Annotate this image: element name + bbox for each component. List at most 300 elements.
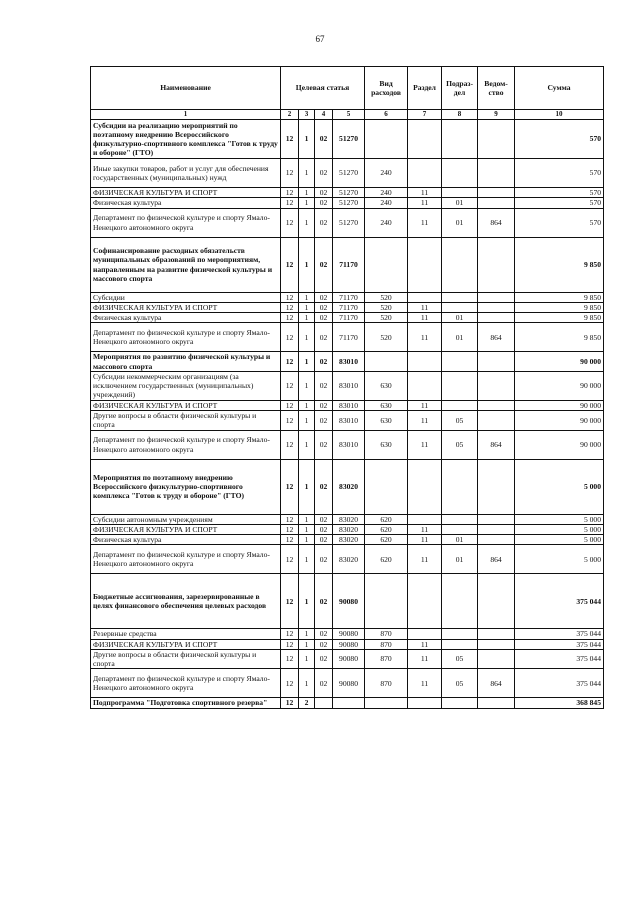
cell-name: Иные закупки товаров, работ и услуг для обеспечения государственных (муниципальных) нужд	[91, 159, 281, 188]
cell-subsection	[442, 629, 478, 639]
cell-name: Департамент по физической культуре и спорту Ямало-Ненецкого автономного округа	[91, 669, 281, 698]
cell-sum: 570	[515, 120, 604, 159]
cell-sum: 570	[515, 159, 604, 188]
cell-section: 11	[408, 411, 442, 431]
cell-exp-type: 620	[365, 545, 408, 574]
cell-name: Субсидии на реализацию мероприятий по поэтапному внедрению Всероссийского физкультурно-спортивного комплекса "Готов к труду и обороне" (ГТО)	[91, 120, 281, 159]
cell-section	[408, 514, 442, 524]
cell-target-program: 12	[281, 198, 299, 208]
cell-department: 864	[478, 430, 515, 459]
col-number: 8	[442, 110, 478, 120]
cell-subsection: 01	[442, 313, 478, 323]
cell-target-program: 12	[281, 629, 299, 639]
cell-exp-type: 620	[365, 524, 408, 534]
cell-target-program: 12	[281, 188, 299, 198]
cell-subsection: 05	[442, 649, 478, 669]
cell-name: Мероприятия по поэтапному внедрению Всероссийского физкультурно-спортивного комплекса "Готов к труду и обороне" (ГТО)	[91, 459, 281, 514]
table-row	[91, 313, 604, 323]
table-row	[91, 698, 604, 708]
cell-target-activity: 02	[315, 669, 333, 698]
cell-exp-type: 630	[365, 371, 408, 400]
cell-target-program: 12	[281, 459, 299, 514]
cell-target-code: 83010	[333, 430, 365, 459]
col-number: 3	[299, 110, 315, 120]
cell-target-program: 12	[281, 545, 299, 574]
table-row	[91, 459, 604, 514]
cell-name: Департамент по физической культуре и спорту Ямало-Ненецкого автономного округа	[91, 430, 281, 459]
cell-name: Другие вопросы в области физической культуры и спорта	[91, 411, 281, 431]
cell-target-activity: 02	[315, 514, 333, 524]
header-section: Раздел	[408, 67, 442, 110]
cell-subsection: 01	[442, 323, 478, 352]
cell-name: ФИЗИЧЕСКАЯ КУЛЬТУРА И СПОРТ	[91, 302, 281, 312]
cell-target-program: 12	[281, 159, 299, 188]
cell-department	[478, 649, 515, 669]
cell-sum: 570	[515, 198, 604, 208]
cell-section: 11	[408, 302, 442, 312]
cell-target-code: 90080	[333, 574, 365, 629]
cell-department	[478, 371, 515, 400]
col-number: 6	[365, 110, 408, 120]
cell-target-subprogram: 1	[299, 430, 315, 459]
cell-department	[478, 574, 515, 629]
cell-target-activity: 02	[315, 574, 333, 629]
header-target: Целевая статья	[281, 67, 365, 110]
cell-sum: 9 850	[515, 313, 604, 323]
cell-target-activity: 02	[315, 198, 333, 208]
cell-exp-type: 630	[365, 411, 408, 431]
cell-target-subprogram: 1	[299, 400, 315, 410]
cell-target-program: 12	[281, 313, 299, 323]
col-number: 10	[515, 110, 604, 120]
cell-name: Другие вопросы в области физической культуры и спорта	[91, 649, 281, 669]
cell-target-activity: 02	[315, 639, 333, 649]
cell-department	[478, 639, 515, 649]
cell-target-program: 12	[281, 669, 299, 698]
cell-department	[478, 237, 515, 292]
cell-target-subprogram: 1	[299, 188, 315, 198]
cell-target-code: 83020	[333, 535, 365, 545]
cell-exp-type	[365, 574, 408, 629]
col-number: 2	[281, 110, 299, 120]
table-row	[91, 524, 604, 534]
cell-sum: 90 000	[515, 411, 604, 431]
cell-department	[478, 535, 515, 545]
cell-exp-type: 520	[365, 292, 408, 302]
cell-section: 11	[408, 400, 442, 410]
cell-exp-type: 240	[365, 188, 408, 198]
cell-sum: 5 000	[515, 535, 604, 545]
cell-section	[408, 698, 442, 708]
cell-target-code: 90080	[333, 669, 365, 698]
cell-target-program: 12	[281, 120, 299, 159]
cell-subsection: 01	[442, 208, 478, 237]
cell-subsection	[442, 514, 478, 524]
cell-section: 11	[408, 323, 442, 352]
cell-target-subprogram: 1	[299, 120, 315, 159]
col-number: 5	[333, 110, 365, 120]
col-number: 9	[478, 110, 515, 120]
cell-target-activity: 02	[315, 188, 333, 198]
cell-target-code: 51270	[333, 120, 365, 159]
cell-name: ФИЗИЧЕСКАЯ КУЛЬТУРА И СПОРТ	[91, 188, 281, 198]
cell-target-code: 71170	[333, 323, 365, 352]
table-row	[91, 669, 604, 698]
header-name: Наименование	[91, 67, 281, 110]
cell-subsection: 05	[442, 669, 478, 698]
cell-target-code: 83020	[333, 545, 365, 574]
cell-target-code: 83010	[333, 352, 365, 372]
cell-target-activity: 02	[315, 323, 333, 352]
cell-target-activity: 02	[315, 629, 333, 639]
page-number: 67	[315, 34, 325, 44]
cell-name: Физическая культура	[91, 313, 281, 323]
cell-subsection	[442, 639, 478, 649]
cell-sum: 90 000	[515, 352, 604, 372]
cell-target-activity: 02	[315, 459, 333, 514]
cell-section: 11	[408, 649, 442, 669]
cell-department	[478, 313, 515, 323]
cell-target-activity: 02	[315, 292, 333, 302]
cell-name: Бюджетные ассигнования, зарезервированные в целях финансового обеспечения целевых расходов	[91, 574, 281, 629]
cell-name: Физическая культура	[91, 535, 281, 545]
cell-target-activity: 02	[315, 524, 333, 534]
cell-sum: 570	[515, 208, 604, 237]
cell-target-activity: 02	[315, 120, 333, 159]
cell-target-code: 51270	[333, 188, 365, 198]
table-body	[91, 120, 604, 709]
cell-sum: 9 850	[515, 302, 604, 312]
cell-target-program: 12	[281, 430, 299, 459]
cell-target-activity: 02	[315, 371, 333, 400]
table-row	[91, 159, 604, 188]
cell-section: 11	[408, 430, 442, 459]
cell-sum: 9 850	[515, 237, 604, 292]
table-row	[91, 208, 604, 237]
cell-section: 11	[408, 208, 442, 237]
cell-subsection: 05	[442, 430, 478, 459]
cell-subsection	[442, 188, 478, 198]
table-row	[91, 237, 604, 292]
cell-target-code: 90080	[333, 649, 365, 669]
cell-subsection	[442, 120, 478, 159]
table-row	[91, 535, 604, 545]
cell-target-subprogram: 1	[299, 352, 315, 372]
cell-exp-type: 870	[365, 669, 408, 698]
cell-target-activity: 02	[315, 430, 333, 459]
cell-target-subprogram: 1	[299, 524, 315, 534]
cell-sum: 90 000	[515, 371, 604, 400]
cell-subsection	[442, 292, 478, 302]
cell-subsection	[442, 459, 478, 514]
cell-exp-type: 520	[365, 313, 408, 323]
cell-target-code: 83010	[333, 371, 365, 400]
table-row	[91, 302, 604, 312]
cell-target-program: 12	[281, 237, 299, 292]
cell-target-subprogram: 1	[299, 639, 315, 649]
cell-section: 11	[408, 198, 442, 208]
table-row	[91, 514, 604, 524]
cell-department	[478, 352, 515, 372]
cell-target-program: 12	[281, 352, 299, 372]
cell-sum: 5 000	[515, 459, 604, 514]
cell-name: Департамент по физической культуре и спорту Ямало-Ненецкого автономного округа	[91, 545, 281, 574]
cell-target-code: 83020	[333, 514, 365, 524]
cell-section	[408, 352, 442, 372]
table-row	[91, 400, 604, 410]
cell-target-code: 71170	[333, 237, 365, 292]
cell-target-activity: 02	[315, 535, 333, 545]
cell-sum: 570	[515, 188, 604, 198]
cell-target-subprogram: 1	[299, 459, 315, 514]
cell-sum: 368 845	[515, 698, 604, 708]
cell-sum: 375 044	[515, 649, 604, 669]
cell-target-subprogram: 1	[299, 198, 315, 208]
cell-target-subprogram: 2	[299, 698, 315, 708]
cell-target-activity: 02	[315, 302, 333, 312]
cell-target-code: 83020	[333, 459, 365, 514]
cell-department: 864	[478, 669, 515, 698]
cell-target-subprogram: 1	[299, 371, 315, 400]
cell-department	[478, 400, 515, 410]
cell-sum: 375 044	[515, 669, 604, 698]
cell-target-program: 12	[281, 371, 299, 400]
cell-department	[478, 459, 515, 514]
cell-target-code: 90080	[333, 639, 365, 649]
table-row	[91, 430, 604, 459]
cell-target-code: 51270	[333, 159, 365, 188]
cell-section	[408, 120, 442, 159]
cell-sum: 375 044	[515, 639, 604, 649]
cell-target-subprogram: 1	[299, 629, 315, 639]
cell-target-program: 12	[281, 574, 299, 629]
cell-department	[478, 524, 515, 534]
cell-target-subprogram: 1	[299, 669, 315, 698]
table-row	[91, 188, 604, 198]
cell-target-code: 90080	[333, 629, 365, 639]
cell-name: Мероприятия по развитию физической культуры и массового спорта	[91, 352, 281, 372]
cell-department: 864	[478, 545, 515, 574]
cell-target-activity: 02	[315, 352, 333, 372]
cell-section	[408, 459, 442, 514]
table-row	[91, 649, 604, 669]
cell-target-activity: 02	[315, 411, 333, 431]
cell-target-program: 12	[281, 698, 299, 708]
cell-department	[478, 629, 515, 639]
cell-exp-type: 240	[365, 159, 408, 188]
cell-section: 11	[408, 545, 442, 574]
table-row	[91, 198, 604, 208]
cell-department	[478, 159, 515, 188]
cell-exp-type: 620	[365, 535, 408, 545]
cell-subsection	[442, 400, 478, 410]
cell-exp-type: 870	[365, 629, 408, 639]
cell-department	[478, 698, 515, 708]
cell-section: 11	[408, 524, 442, 534]
cell-target-code: 83020	[333, 524, 365, 534]
cell-subsection	[442, 352, 478, 372]
cell-exp-type: 870	[365, 649, 408, 669]
cell-sum: 5 000	[515, 524, 604, 534]
cell-target-subprogram: 1	[299, 411, 315, 431]
cell-subsection: 01	[442, 545, 478, 574]
cell-department	[478, 411, 515, 431]
cell-name: Департамент по физической культуре и спорту Ямало-Ненецкого автономного округа	[91, 208, 281, 237]
cell-target-program: 12	[281, 323, 299, 352]
cell-target-activity: 02	[315, 208, 333, 237]
cell-target-activity: 02	[315, 649, 333, 669]
cell-target-subprogram: 1	[299, 545, 315, 574]
table-header-row	[91, 67, 604, 110]
cell-sum: 90 000	[515, 430, 604, 459]
cell-target-subprogram: 1	[299, 159, 315, 188]
cell-department: 864	[478, 208, 515, 237]
cell-subsection	[442, 524, 478, 534]
cell-name: Софинансирование расходных обязательств муниципальных образований по мероприятиям, направленным на развитие физической культуры и массового спорта	[91, 237, 281, 292]
cell-exp-type	[365, 120, 408, 159]
table-row	[91, 629, 604, 639]
cell-exp-type	[365, 459, 408, 514]
cell-sum: 375 044	[515, 629, 604, 639]
cell-section	[408, 574, 442, 629]
cell-section: 11	[408, 313, 442, 323]
cell-target-activity: 02	[315, 159, 333, 188]
header-exp-type: Вид расходов	[365, 67, 408, 110]
cell-subsection: 01	[442, 198, 478, 208]
cell-subsection	[442, 302, 478, 312]
table-row	[91, 574, 604, 629]
cell-section	[408, 159, 442, 188]
budget-table	[90, 66, 604, 709]
cell-target-code	[333, 698, 365, 708]
cell-sum: 5 000	[515, 545, 604, 574]
cell-target-code: 51270	[333, 208, 365, 237]
table-row	[91, 352, 604, 372]
table-row	[91, 639, 604, 649]
cell-target-program: 12	[281, 649, 299, 669]
cell-name: Субсидии автономным учреждениям	[91, 514, 281, 524]
cell-section	[408, 237, 442, 292]
cell-name: ФИЗИЧЕСКАЯ КУЛЬТУРА И СПОРТ	[91, 639, 281, 649]
cell-exp-type	[365, 352, 408, 372]
cell-sum: 9 850	[515, 292, 604, 302]
cell-target-subprogram: 1	[299, 535, 315, 545]
cell-target-activity	[315, 698, 333, 708]
cell-name: ФИЗИЧЕСКАЯ КУЛЬТУРА И СПОРТ	[91, 524, 281, 534]
header-department: Ведом-ство	[478, 67, 515, 110]
cell-subsection: 05	[442, 411, 478, 431]
cell-sum: 9 850	[515, 323, 604, 352]
cell-name: Подпрограмма "Подготовка спортивного резерва"	[91, 698, 281, 708]
cell-target-subprogram: 1	[299, 323, 315, 352]
cell-name: Субсидии некоммерческим организациям (за исключением государственных (муниципальных) учреждений)	[91, 371, 281, 400]
cell-exp-type: 240	[365, 208, 408, 237]
cell-exp-type: 240	[365, 198, 408, 208]
cell-exp-type: 870	[365, 639, 408, 649]
cell-exp-type	[365, 237, 408, 292]
cell-exp-type: 620	[365, 514, 408, 524]
cell-exp-type	[365, 698, 408, 708]
cell-target-program: 12	[281, 400, 299, 410]
cell-sum: 375 044	[515, 574, 604, 629]
cell-department	[478, 302, 515, 312]
cell-name: Физическая культура	[91, 198, 281, 208]
cell-target-subprogram: 1	[299, 313, 315, 323]
table-row	[91, 292, 604, 302]
cell-exp-type: 520	[365, 323, 408, 352]
cell-target-code: 71170	[333, 302, 365, 312]
cell-section: 11	[408, 639, 442, 649]
cell-subsection	[442, 574, 478, 629]
col-number: 4	[315, 110, 333, 120]
cell-target-program: 12	[281, 292, 299, 302]
cell-department: 864	[478, 323, 515, 352]
cell-target-code: 71170	[333, 313, 365, 323]
cell-target-subprogram: 1	[299, 514, 315, 524]
table-row	[91, 120, 604, 159]
cell-target-subprogram: 1	[299, 574, 315, 629]
cell-subsection	[442, 698, 478, 708]
cell-department	[478, 514, 515, 524]
cell-target-activity: 02	[315, 400, 333, 410]
cell-department	[478, 120, 515, 159]
cell-subsection	[442, 237, 478, 292]
cell-target-code: 83010	[333, 400, 365, 410]
cell-target-program: 12	[281, 411, 299, 431]
cell-target-activity: 02	[315, 313, 333, 323]
cell-name: ФИЗИЧЕСКАЯ КУЛЬТУРА И СПОРТ	[91, 400, 281, 410]
cell-target-program: 12	[281, 514, 299, 524]
cell-name: Департамент по физической культуре и спорту Ямало-Ненецкого автономного округа	[91, 323, 281, 352]
cell-target-code: 83010	[333, 411, 365, 431]
cell-target-program: 12	[281, 208, 299, 237]
cell-subsection	[442, 371, 478, 400]
cell-subsection	[442, 159, 478, 188]
cell-section: 11	[408, 188, 442, 198]
table-row	[91, 323, 604, 352]
cell-target-program: 12	[281, 535, 299, 545]
cell-exp-type: 630	[365, 430, 408, 459]
cell-name: Резервные средства	[91, 629, 281, 639]
cell-exp-type: 520	[365, 302, 408, 312]
header-sum: Сумма	[515, 67, 604, 110]
col-number: 7	[408, 110, 442, 120]
table-row	[91, 371, 604, 400]
cell-name: Субсидии	[91, 292, 281, 302]
cell-sum: 90 000	[515, 400, 604, 410]
cell-target-program: 12	[281, 524, 299, 534]
cell-department	[478, 188, 515, 198]
table-row	[91, 545, 604, 574]
cell-target-subprogram: 1	[299, 292, 315, 302]
cell-exp-type: 630	[365, 400, 408, 410]
cell-section	[408, 629, 442, 639]
cell-target-code: 71170	[333, 292, 365, 302]
cell-department	[478, 198, 515, 208]
cell-target-activity: 02	[315, 237, 333, 292]
cell-target-subprogram: 1	[299, 649, 315, 669]
cell-section	[408, 292, 442, 302]
cell-sum: 5 000	[515, 514, 604, 524]
cell-section	[408, 371, 442, 400]
cell-department	[478, 292, 515, 302]
col-number: 1	[91, 110, 281, 120]
cell-target-subprogram: 1	[299, 302, 315, 312]
table-row	[91, 411, 604, 431]
cell-target-activity: 02	[315, 545, 333, 574]
cell-section: 11	[408, 535, 442, 545]
cell-subsection: 01	[442, 535, 478, 545]
